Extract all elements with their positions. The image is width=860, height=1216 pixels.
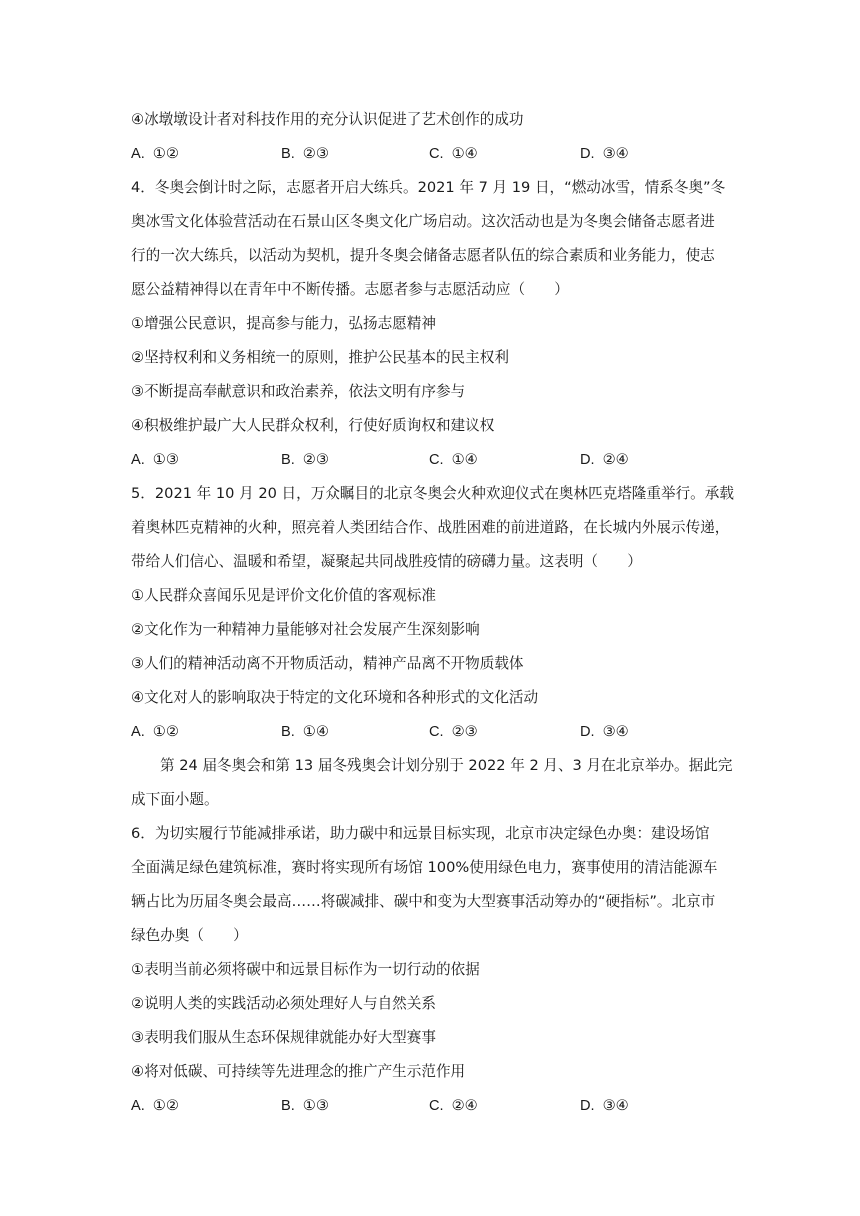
option-d: D. ③④ (580, 145, 629, 162)
option-a: A. ①② (131, 1097, 179, 1114)
option-d: D. ②④ (580, 451, 629, 468)
question-4-stem-line: 愿公益精神得以在青年中不断传播。志愿者参与志愿活动应（ ） (131, 281, 569, 298)
question-6-stem-line: 全面满足绿色建筑标准，赛时将实现所有场馆 100%使用绿色电力，赛事使用的清洁能源车 (131, 859, 718, 876)
question-5-item-4: ④文化对人的影响取决于特定的文化环境和各种形式的文化活动 (131, 689, 539, 706)
question-5-stem-line: 5．2021 年 10 月 20 日，万众瞩目的北京冬奥会火种欢迎仪式在奥林匹克塔隆重举行。承载 (131, 485, 734, 502)
option-c: C. ①④ (429, 451, 478, 468)
question-5-options (131, 722, 731, 742)
question-4-options (131, 450, 731, 470)
question-6-item-2: ②说明人类的实践活动必须处理好人与自然关系 (131, 995, 436, 1012)
question-6-item-1: ①表明当前必须将碳中和远景目标作为一切行动的依据 (131, 961, 480, 978)
option-c: C. ②④ (429, 1097, 478, 1114)
option-a: A. ①③ (131, 451, 179, 468)
option-b: B. ①③ (281, 1097, 329, 1114)
question-4-stem-line: 4．冬奥会倒计时之际，志愿者开启大练兵。2021 年 7 月 19 日，“燃动冰雪，情系冬奥”冬 (131, 179, 726, 196)
question-3-options (131, 144, 731, 164)
intro-line: 成下面小题。 (131, 791, 219, 808)
option-c: C. ①④ (429, 145, 478, 162)
question-4-item-1: ①增强公民意识，提高参与能力，弘扬志愿精神 (131, 315, 436, 332)
question-4-item-2: ②坚持权利和义务相统一的原则，推护公民基本的民主权利 (131, 349, 509, 366)
question-6-stem-line: 辆占比为历届冬奥会最高……将碳减排、碳中和变为大型赛事活动筹办的“硬指标”。北京市 (131, 893, 716, 910)
question-6-stem-line: 6．为切实履行节能减排承诺，助力碳中和远景目标实现，北京市决定绿色办奥：建设场馆 (131, 825, 710, 842)
question-5-stem-line: 着奥林匹克精神的火种，照亮着人类团结合作、战胜困难的前进道路，在长城内外展示传递， (131, 519, 730, 536)
option-c: C. ②③ (429, 723, 478, 740)
option-a: A. ①② (131, 723, 179, 740)
question-5-item-2: ②文化作为一种精神力量能够对社会发展产生深刻影响 (131, 621, 480, 638)
question-6-item-4: ④将对低碳、可持续等先进理念的推广产生示范作用 (131, 1063, 466, 1080)
question-6-options (131, 1096, 731, 1116)
question-4-item-4: ④积极维护最广大人民群众权利，行使好质询权和建议权 (131, 417, 495, 434)
question-6-stem-line: 绿色办奥（ ） (131, 927, 248, 944)
question-4-stem-line: 行的一次大练兵，以活动为契机，提升冬奥会储备志愿者队伍的综合素质和业务能力，使志 (131, 247, 715, 264)
option-b: B. ①④ (281, 723, 329, 740)
option-a: A. ①② (131, 145, 179, 162)
question-5-stem-line: 带给人们信心、温暖和希望，凝聚起共同战胜疫情的磅礴力量。这表明（ ） (131, 553, 642, 570)
question-3-item-4: ④冰墩墩设计者对科技作用的充分认识促进了艺术创作的成功 (131, 111, 524, 128)
intro-line: 第 24 届冬奥会和第 13 届冬残奥会计划分别于 2022 年 2 月、3 月在北京举办。据此完 (160, 757, 733, 774)
question-4-stem-line: 奥冰雪文化体验营活动在石景山区冬奥文化广场启动。这次活动也是为冬奥会储备志愿者进 (131, 213, 715, 230)
option-d: D. ③④ (580, 1097, 629, 1114)
question-5-item-3: ③人们的精神活动离不开物质活动，精神产品离不开物质载体 (131, 655, 524, 672)
question-6-item-3: ③表明我们服从生态环保规律就能办好大型赛事 (131, 1029, 436, 1046)
option-b: B. ②③ (281, 145, 329, 162)
option-b: B. ②③ (281, 451, 329, 468)
question-5-item-1: ①人民群众喜闻乐见是评价文化价值的客观标准 (131, 587, 436, 604)
question-4-item-3: ③不断提高奉献意识和政治素养，依法文明有序参与 (131, 383, 466, 400)
option-d: D. ③④ (580, 723, 629, 740)
